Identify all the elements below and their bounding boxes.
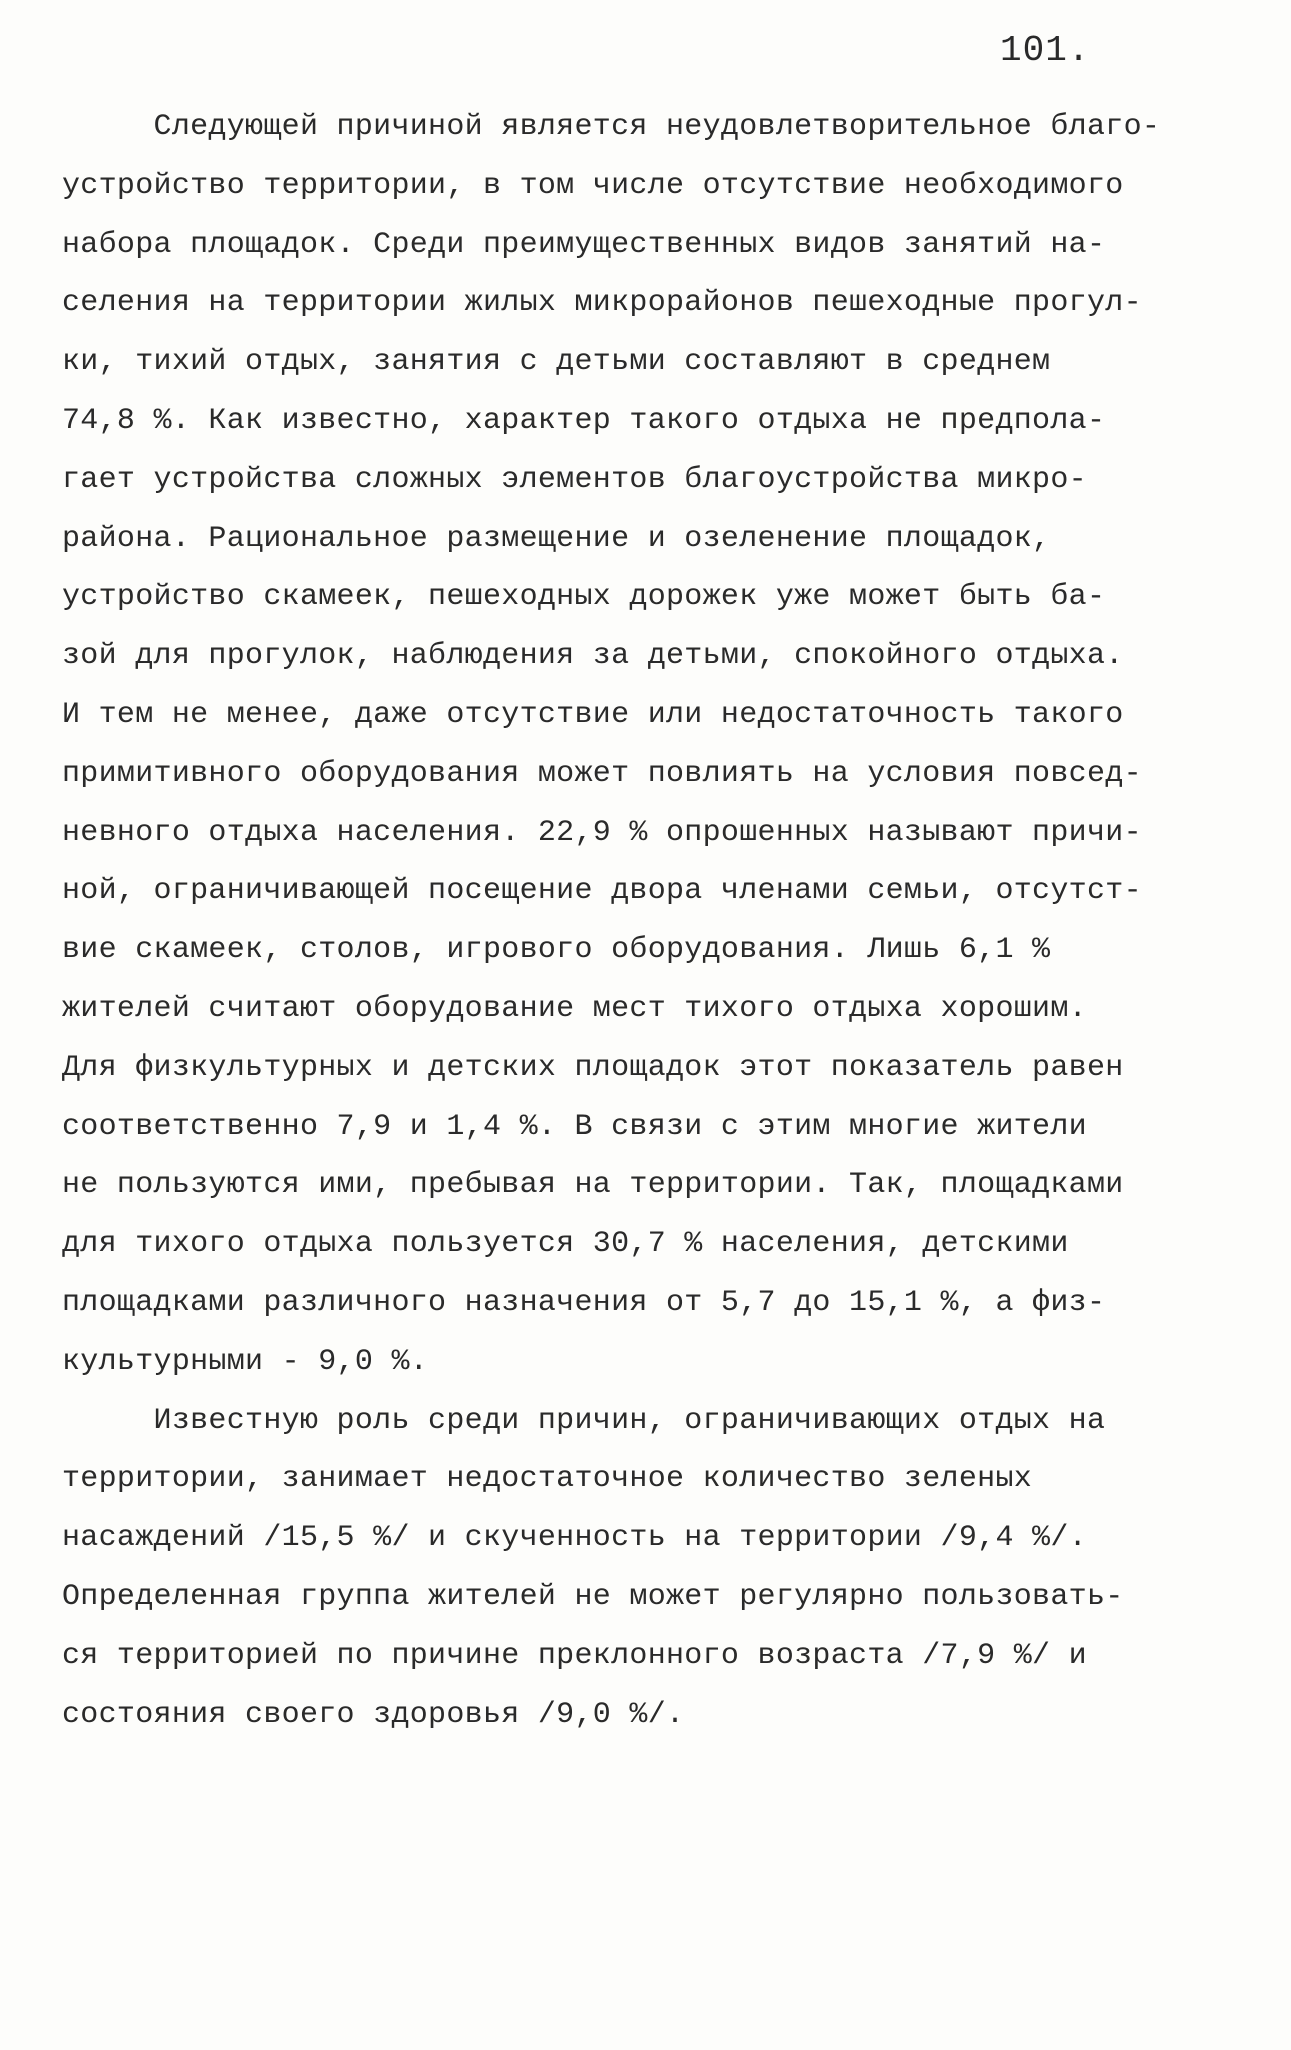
text-line: для тихого отдыха пользуется 30,7 % населения, детскими (62, 1227, 1069, 1262)
text-line: района. Рациональное размещение и озеленение площадок, (62, 521, 1051, 556)
text-line: набора площадок. Среди преимущественных видов занятий на- (62, 227, 1106, 262)
text-line: культурными - 9,0 %. (62, 1344, 429, 1379)
text-line: Следующей причиной является неудовлетворительное благо- (62, 110, 1161, 144)
page-number: 101. (1000, 30, 1091, 71)
text-line: насаждений /15,5 %/ и скученность на территории /9,4 %/. (62, 1521, 1087, 1556)
text-line: зой для прогулок, наблюдения за детьми, спокойного отдыха. (62, 639, 1124, 674)
text-line: соответственно 7,9 и 1,4 %. В связи с этим многие жители (62, 1109, 1087, 1144)
text-line: устройство территории, в том числе отсутствие необходимого (62, 168, 1124, 203)
text-line: Для физкультурных и детских площадок этот показатель равен (62, 1050, 1124, 1085)
text-line: не пользуются ими, пребывая на территории. Так, площадками (62, 1168, 1124, 1203)
text-line: Определенная группа жителей не может регулярно пользовать- (62, 1579, 1124, 1614)
text-line: И тем не менее, даже отсутствие или недостаточность такого (62, 697, 1124, 732)
text-line: селения на территории жилых микрорайонов пешеходные прогул- (62, 286, 1142, 321)
body-text (62, 98, 1262, 1744)
text-line: жителей считают оборудование мест тихого отдыха хорошим. (62, 991, 1087, 1026)
text-line: ся территорией по причине преклонного возраста /7,9 %/ и (62, 1638, 1087, 1673)
text-line: состояния своего здоровья /9,0 %/. (62, 1697, 685, 1732)
text-line: примитивного оборудования может повлиять на условия повсед- (62, 756, 1142, 791)
text-line: невного отдыха населения. 22,9 % опрошенных называют причи- (62, 815, 1142, 850)
text-line: площадками различного назначения от 5,7 до 15,1 %, а физ- (62, 1285, 1106, 1320)
text-line: ной, ограничивающей посещение двора членами семьи, отсутст- (62, 874, 1142, 909)
text-line: ки, тихий отдых, занятия с детьми составляют в среднем (62, 345, 1051, 380)
text-line: 74,8 %. Как известно, характер такого отдыха не предпола- (62, 403, 1106, 438)
text-line: территории, занимает недостаточное количество зеленых (62, 1462, 1033, 1497)
text-line: гает устройства сложных элементов благоустройства микро- (62, 462, 1087, 497)
text-line: вие скамеек, столов, игрового оборудования. Лишь 6,1 % (62, 933, 1051, 968)
text-line: устройство скамеек, пешеходных дорожек уже может быть ба- (62, 580, 1106, 615)
text-line: Известную роль среди причин, ограничивающих отдых на (62, 1403, 1106, 1438)
